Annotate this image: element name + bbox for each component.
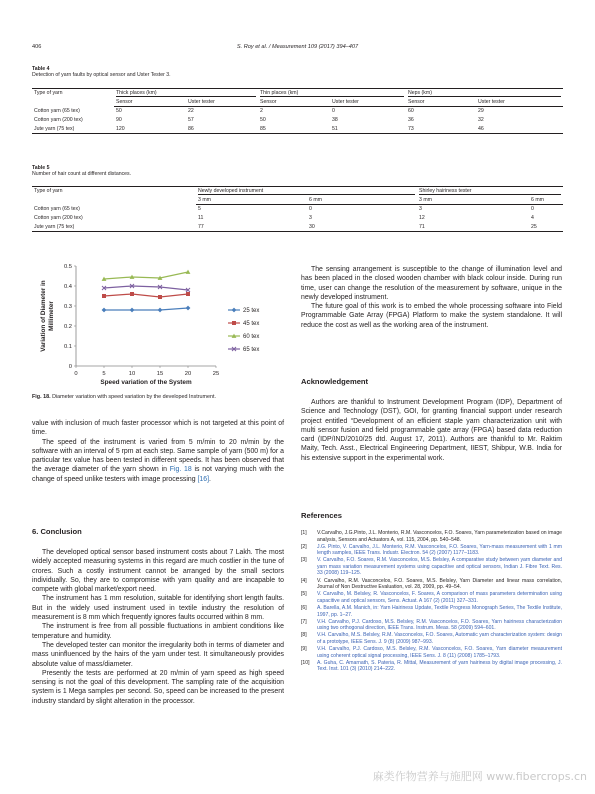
table-cell: 50 (260, 117, 266, 124)
y-axis-label: Millimeter (48, 301, 55, 331)
table5-subheader: 6 mm (529, 196, 563, 205)
x-axis-label: Speed variation of the System (100, 379, 192, 386)
table4-subheader: Uster tester (186, 98, 258, 107)
table4-subheader: Sensor (406, 98, 476, 107)
table-cell: 120 (114, 124, 186, 133)
reference-number: [7] (301, 618, 307, 625)
reference-number: [8] (301, 632, 307, 639)
table-cell: 22 (188, 108, 194, 115)
reference-text: V.H. Carvalho, P.J. Cardoso, M.S. Belsley, R.M. Vasconcelos, F.O. Soares, Yarn diameter measurement using coherent optical signal processing, IEEE Sens. J. 8 (11) (2008) 1785–1793. (317, 646, 562, 659)
table5-subheader: 3 mm (417, 196, 529, 205)
table4-subheader: Sensor (258, 98, 330, 107)
reference-text: V. Carvalho, M. Belsley, R. Vasconcelos, F. Soares, A comparison of mass parameters determination using capacitive and optical sensors, Sens. Actuat. A 167 (2) (2011) 327–331. (317, 591, 562, 604)
table-cell: Cotton yarn (200 tex) (34, 215, 83, 222)
table-cell: Cotton yarn (200 tex) (34, 117, 83, 124)
legend-label: 25 tex (243, 308, 260, 314)
watermark: 麻类作物营养与施肥网 www.fibercrops.cn (372, 770, 587, 783)
table-cell: 29 (478, 108, 484, 115)
reference-item[interactable] (301, 646, 562, 659)
reference-text: V.H. Carvalho, M.S. Belsley, R.M. Vasconcelos, F.O. Soares, Automatic yarn characterization system: design of a prototype, IEEE Sens. J. 9 (8) (2009) 987–993. (317, 632, 562, 645)
y-tick-label: 0.1 (63, 344, 72, 350)
table4-subheader: Sensor (114, 98, 186, 107)
reference-item[interactable] (301, 619, 562, 632)
paragraph: The future goal of this work is to embed the whole processing software into Field Programmable Gate Array (FPGA) Platform to make the system standalone. It will reduce the cost as well as the working area of the instrument. (301, 303, 562, 329)
reference-number: [5] (301, 591, 307, 598)
table-cell: 5 (198, 206, 201, 213)
series-line (104, 272, 188, 279)
diameter-speed-chart (32, 258, 294, 388)
table5-label: Table 5 (32, 165, 50, 171)
reference-text: V. Carvalho, R.M. Vasconcelos, F.O. Soares, M.S. Belsley, Yarn Diameter and linear mass correlation, Journal of Non Destructive Evaluation, vol. 28, 2009, pp. 49–54. (317, 577, 562, 591)
x-tick-label: 15 (156, 371, 164, 377)
right-column-text (301, 265, 562, 330)
table-cell: 11 (198, 215, 204, 222)
table5-subheader: 3 mm (196, 196, 307, 205)
legend-label: 65 tex (243, 347, 260, 353)
table-cell: Cotton yarn (65 tex) (34, 206, 80, 213)
citation-link[interactable]: [16] (197, 475, 209, 483)
reference-item[interactable] (301, 605, 562, 618)
reference-number: [2] (301, 543, 307, 550)
reference-item[interactable] (301, 632, 562, 645)
text-span: . (208, 475, 211, 483)
table4 (32, 88, 563, 134)
conclusion-text (32, 548, 284, 706)
reference-text: V.H. Carvalho, P.J. Cardoso, M.S. Belsley, R.M. Vasconcelos, F.O. Soares, Yarn hairiness characterization using two orthogonal direction, IEEE Trans. Instrum. Meas. 58 (2009) 594–601. (317, 618, 562, 632)
table-cell: 51 (330, 124, 406, 133)
table-cell: 25 (529, 222, 563, 231)
reference-item[interactable] (301, 557, 562, 577)
reference-item (301, 530, 562, 543)
x-tick-label: 25 (212, 371, 220, 377)
left-column-text (32, 419, 284, 484)
table-row (32, 107, 563, 116)
y-tick-label: 0.5 (63, 264, 72, 270)
table-cell: 77 (196, 222, 307, 231)
x-tick-label: 5 (102, 371, 106, 377)
table-row (32, 205, 563, 214)
series-line (104, 308, 188, 310)
paragraph-speed (32, 438, 284, 484)
table-cell: 57 (188, 117, 194, 124)
table4-label: Table 4 (32, 66, 50, 72)
paragraph: The sensing arrangement is susceptible to the change of illumination level and has been placed in the closed wooden chamber with black colour inside. During run time, user can change the resolution of the measurement by software, unique in the newly developed instrument. (301, 266, 562, 301)
reference-list (301, 530, 562, 673)
reference-text: V.Carvalho, J.G.Pinto, J.L. Monterio, R.M. Vasconcelos, F.O. Soares, Yarn parameterization based on image analysis, Sensors and Actuators A, vol. 115, 2004, pp. 540–548. (317, 530, 562, 543)
figure-link[interactable]: Fig. 18 (169, 466, 192, 474)
table4-col-type: Type of yarn (32, 89, 114, 107)
data-point (186, 306, 191, 311)
y-tick-label: 0 (68, 364, 72, 370)
data-point (232, 321, 236, 325)
reference-text: J.G. Pinto, V. Carvalho, J.L. Monterio, R.M. Vasconcelos, F.O. Soares, Yarn-mass measurement with 1 mm length samples, IEEE Trans. Industr. Electron. 54 (2) (2007) 1177–1183. (317, 543, 562, 557)
table-cell: 73 (406, 124, 476, 133)
table-cell: 85 (258, 124, 330, 133)
table5-caption-text: Number of hair count at different distances. (32, 171, 132, 178)
table-cell: 3 (309, 215, 312, 222)
paragraph: The instrument is free from all possible fluctuations in ambient conditions like temperature and humidity. (32, 623, 284, 640)
data-point (130, 308, 135, 313)
table-cell: 36 (408, 117, 414, 124)
legend-label: 60 tex (243, 334, 260, 340)
data-point (102, 294, 106, 298)
table-cell: Jute yarn (75 tex) (32, 222, 196, 231)
reference-text: V. Carvalho, F.O. Soares, R.M. Vasconcelos, M.S. Belsley, A comparative study between yarn diameter and yarn mass variation measurement systems using capacitive and optical sensors, Indian J. Fibre Text. Res. 33 (2008) 119–125. (317, 557, 562, 577)
table-cell: 38 (332, 117, 338, 124)
table-cell: 30 (307, 222, 417, 231)
legend-label: 45 tex (243, 321, 260, 327)
table4-group-thin: Thin places (km) (260, 90, 404, 97)
table-cell: 3 (419, 206, 422, 213)
table4-caption (32, 66, 171, 79)
table-cell: 4 (531, 215, 534, 222)
paragraph: The developed optical sensor based instrument costs about 7 Lakh. The most widely accepted measuring systems in this regard are much costlier in the tune of crores. Such a costly instrument cannot be arranged by the small sectors individually. So, they are to compromise with yarn quality and are incapable to compete with global market/export need. (32, 549, 284, 594)
y-tick-label: 0.4 (63, 284, 72, 290)
table4-group-thick: Thick places (km) (116, 90, 256, 97)
y-tick-label: 0.2 (63, 324, 72, 330)
table-cell: 12 (419, 215, 425, 222)
reference-number: [10] (301, 659, 310, 666)
table4-subheader: Uster tester (330, 98, 406, 107)
table-cell: 46 (476, 124, 563, 133)
reference-item[interactable] (301, 544, 562, 557)
data-point (232, 308, 237, 313)
x-tick-label: 20 (184, 371, 192, 377)
table-row (32, 214, 563, 223)
y-axis-label: Variation of Diameter in (40, 280, 47, 352)
reference-item[interactable] (301, 660, 562, 673)
reference-text: A. Guha, C. Amarnath, S. Pateria, R. Mittal, Measurement of yarn hairiness by digital image processing, J. Text. Inst. 101 (3) (2010) 214–222. (317, 659, 562, 673)
series-line (104, 286, 188, 290)
figure-caption (32, 394, 292, 400)
paragraph: Presently the tests are performed at 20 m/min of yarn speed as high speed sensing is not the goal of this development. The sampling rate of the acquisition system is 1 Mega samples per second. So, speed can be increased to the present industry standard by slight alteration in the processor. (32, 669, 284, 705)
table-row (32, 116, 563, 125)
figure-caption-text: Diameter variation with speed variation by the developed Instrument. (52, 394, 216, 400)
page-number: 406 (32, 44, 42, 50)
table4-caption-text: Detection of yarn faults by optical sensor and Uster Tester 3. (32, 72, 171, 79)
series-line (104, 294, 188, 297)
data-point (186, 292, 190, 296)
journal-citation: S. Roy et al. / Measurement 109 (2017) 394–407 (236, 44, 359, 50)
y-tick-label: 0.3 (63, 304, 72, 310)
table5-group-shirley: Shirley hairiness tester (419, 188, 561, 195)
acknowledgement-text (301, 398, 562, 463)
section-heading-conclusion: 6. Conclusion (32, 527, 82, 536)
section-heading-references: References (301, 511, 342, 520)
reference-number: [4] (301, 577, 307, 584)
text-span: The speed of the instrument is varied from 5 m/min to 20 m/min by the software with an interval of 5 rpm at each step. Same sample of yarn (500 m) for a particular tex value has been tested in different speeds. It has been observed that the average diameter of the yarn shown in (32, 438, 284, 474)
table5-caption (32, 165, 131, 178)
table-cell: 90 (116, 117, 122, 124)
table-cell: 0 (309, 206, 312, 213)
table4-subheader: Uster tester (476, 98, 563, 107)
table5-subheader: 6 mm (307, 196, 417, 205)
data-point (102, 308, 107, 313)
paragraph: The instrument has 1 mm resolution, suitable for identifying short length faults. But in the widely used instrument used in textile industry the resolution of measurement is 8 mm which frequently ignores faults occurred within 8 mm. (32, 595, 284, 622)
data-point (158, 308, 163, 313)
data-point (130, 292, 134, 296)
table-cell: Jute yarn (75 tex) (32, 124, 114, 133)
x-tick-label: 0 (74, 371, 78, 377)
table-cell: 71 (417, 222, 529, 231)
table-cell: 0 (332, 108, 335, 115)
text-span: is not varying much with the change of speed unlike testers with image processing (32, 466, 284, 483)
data-point (158, 295, 162, 299)
figure-label: Fig. 18. (32, 394, 51, 400)
table5-group-new: Newly developed instrument (198, 188, 415, 195)
section-heading-acknowledgement: Acknowledgement (301, 377, 369, 386)
reference-number: [9] (301, 646, 307, 653)
table4-group-neps: Neps (km) (408, 90, 561, 97)
table-cell: Cotton yarn (65 tex) (34, 108, 80, 115)
paragraph: value with inclusion of much faster processor which is not targeted at this point of time. (32, 420, 284, 437)
x-tick-label: 10 (128, 371, 136, 377)
table5 (32, 186, 563, 232)
reference-item (301, 578, 562, 591)
table-cell: 2 (260, 108, 263, 115)
reference-number: [3] (301, 557, 307, 564)
reference-text: A. Barella, A.M. Manich, in: Yarn Hairiness Update, Textile Progress Monograph Series, The Textile Institute, 1997, pp. 1–27. (317, 604, 562, 618)
reference-number: [6] (301, 604, 307, 611)
table-cell: 60 (408, 108, 414, 115)
reference-number: [1] (301, 530, 307, 536)
table-cell: 86 (186, 124, 258, 133)
reference-item[interactable] (301, 591, 562, 604)
paragraph: Authors are thankful to Instrument Development Program (IDP), Department of Science and Technology (DST), GOI, for granting financial support under research project entitled “Development of an efficient staple yarn characterization unit with multi sensor fusion and field programmable gate array (FPGA) based data reduction card (IDP/IND/2010/25 dtd. August 17, 2011). Authors are thankful to Mr. Raktim Maity, Tech. Asst., Electrical Engineering Department, IIEST, Shibpur, W.B. India for his extensive support in the experimental work. (301, 399, 562, 462)
paragraph: The developed tester can monitor the irregularity both in terms of diameter and mass uninfluenced by the hairs of the yarn under test. It simultaneously provides absolute value of mass/diameter. (32, 641, 284, 668)
table-row (32, 222, 563, 231)
table-cell: 50 (116, 108, 122, 115)
table-cell: 32 (478, 117, 484, 124)
table-row (32, 124, 563, 133)
table-cell: 0 (531, 206, 534, 213)
table5-col-type: Type of yarn (32, 187, 196, 205)
